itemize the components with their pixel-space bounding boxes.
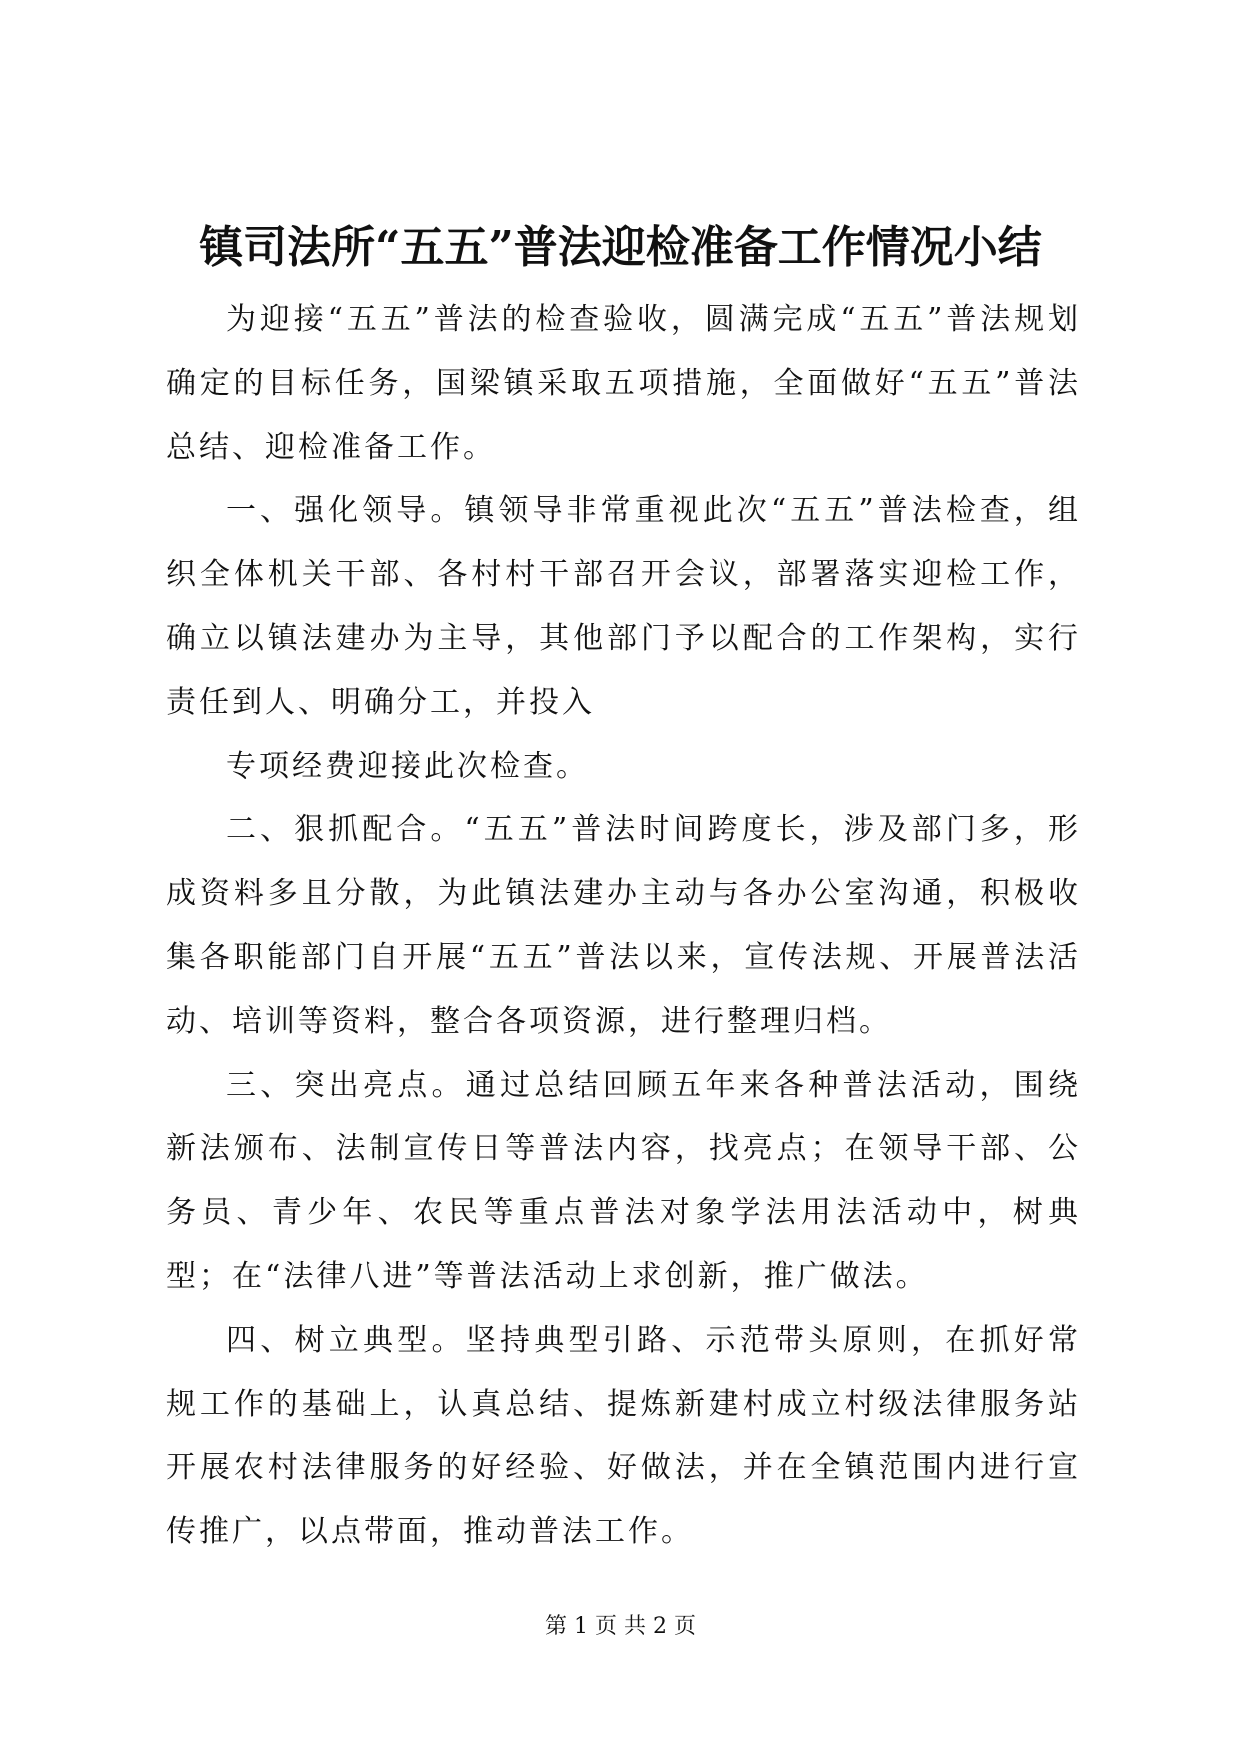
paragraph-section-4: 四、树立典型。坚持典型引路、示范带头原则，在抓好常规工作的基础上，认真总结、提炼新建村成立村级法律服务站开展农村法律服务的好经验、好做法，并在全镇范围内进行宣传推广，以点带面，推动普法工作。 — [166, 1322, 1081, 1550]
paragraph-section-1: 一、强化领导。镇领导非常重视此次“五五”普法检查，组织全体机关干部、各村村干部召开会议，部署落实迎检工作，确立以镇法建办为主导，其他部门予以配合的工作架构，实行责任到人、明确分工，并投入 — [166, 493, 1081, 720]
paragraph-section-3: 三、突出亮点。通过总结回顾五年来各种普法活动，围绕新法颁布、法制宣传日等普法内容，找亮点；在领导干部、公务员、青少年、农民等重点普法对象学法用法活动中，树典型；在“法律八进”等普法活动上求创新，推广做法。 — [166, 1067, 1081, 1294]
document-body — [166, 288, 1081, 1564]
page-footer — [0, 1612, 1241, 1642]
document-title: 镇司法所“五五”普法迎检准备工作情况小结 — [199, 222, 1042, 273]
paragraph-intro: 为迎接“五五”普法的检查验收，圆满完成“五五”普法规划确定的目标任务，国梁镇采取五项措施，全面做好“五五”普法总结、迎检准备工作。 — [166, 302, 1081, 465]
paragraph-section-1-continued: 专项经费迎接此次检查。 — [226, 748, 589, 784]
page-number: 第 1 页 共 2 页 — [545, 1614, 696, 1639]
paragraph-section-2: 二、狠抓配合。“五五”普法时间跨度长，涉及部门多，形成资料多且分散，为此镇法建办主动与各办公室沟通，积极收集各职能部门自开展“五五”普法以来，宣传法规、开展普法活动、培训等资料，整合各项资源，进行整理归档。 — [166, 812, 1081, 1039]
